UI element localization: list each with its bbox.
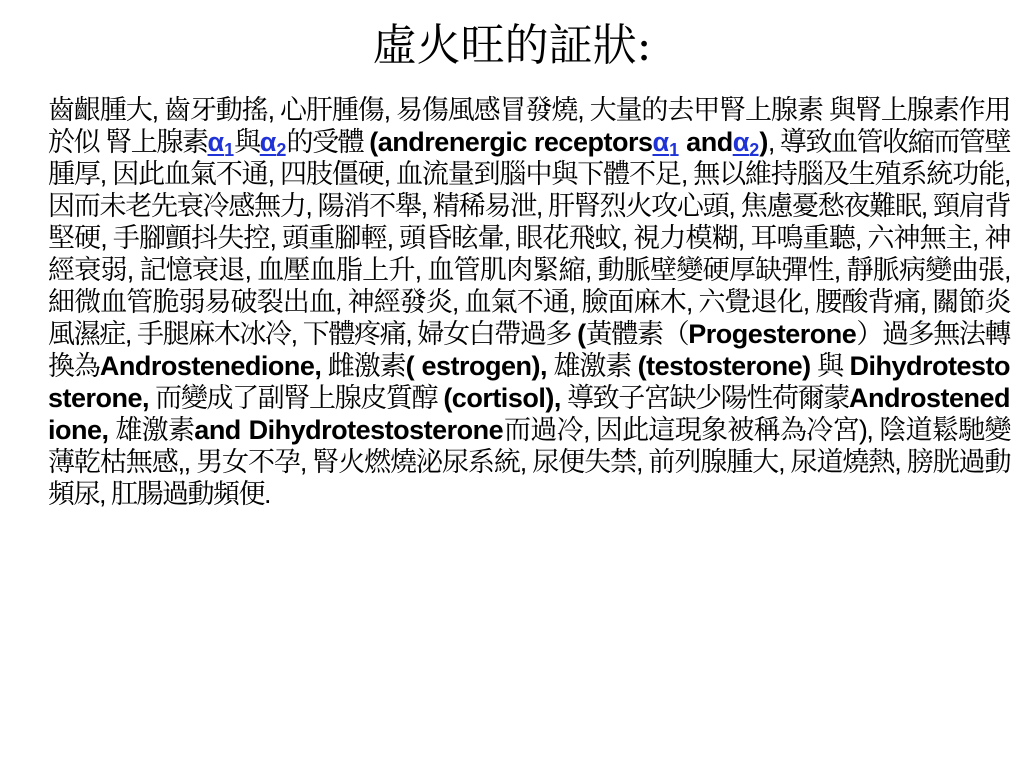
body-segment: 導致子宮缺少陽性荷爾蒙: [560, 383, 849, 413]
body-bold-segment: ( estrogen),: [405, 351, 548, 381]
alpha-subscript: 1: [224, 140, 235, 160]
slide-body-text: [48, 94, 1010, 510]
body-segment: , 導致血管收縮而管壁腫厚, 因此血氣不通, 四肢僵硬, 血流量到腦中與下體不足, 無以維持腦及生殖系統功能, 因而未老先衰冷感無力, 陽消不舉, 精稀易泄, 肝腎烈火攻心頭, 焦慮憂愁夜難眠, 頸肩背堅硬, 手腳顫抖失控, 頭重腳輕, 頭昏眩暈, 眼花飛蚊, 視力模糊, 耳鳴重聽, 六神無主, 神經衰弱, 記憶衰退, 血壓血脂上升, 血管肌肉緊縮, 動脈壁變硬厚缺彈性, 靜脈病變曲張, 細微血管脆弱易破裂出血, 神經發炎, 血氣不通, 臉面麻木, 六覺退化, 腰酸背痛, 關節炎風濕症, 手腿麻木冰冷, 下體疼痛, 婦女白帶過多: [48, 127, 1010, 349]
body-segment: 黃體素（: [585, 319, 689, 349]
alpha-subscript: 1: [669, 140, 680, 160]
body-bold-segment: Androstenedione,: [48, 383, 1010, 445]
alpha-1-link[interactable]: [207, 127, 235, 160]
alpha-1-link[interactable]: [652, 127, 680, 160]
body-segment: 而變成了副腎上腺皮質醇: [149, 383, 444, 413]
body-segment: ）過多無法轉換為: [48, 319, 1011, 381]
body-bold-segment: (cortisol),: [443, 383, 561, 413]
body-bold-segment: (: [577, 319, 586, 349]
alpha-symbol: α: [732, 127, 750, 157]
body-segment: 與: [810, 351, 850, 381]
body-segment: 而過冷, 因此這現象被稱為冷宮), 陰道鬆馳變薄乾枯無感,, 男女不孕, 腎火燃燒泌尿系統, 尿便失禁, 前列腺腫大, 尿道燒熱, 膀胱過動頻尿, 肛腸過動頻便.: [48, 415, 1011, 509]
body-segment: 與: [234, 127, 260, 157]
body-bold-segment: Androstenedione,: [99, 351, 322, 381]
body-bold-segment: Dihydrotestosterone,: [48, 351, 1010, 413]
body-segment: 的受體: [286, 127, 370, 157]
body-bold-segment: and Dihydrotestosterone: [194, 415, 504, 445]
body-bold-segment: ): [759, 127, 768, 157]
body-segment: 雌激素: [321, 351, 406, 381]
alpha-symbol: α: [652, 127, 670, 157]
body-bold-segment: (testosterone): [637, 351, 811, 381]
alpha-subscript: 2: [276, 140, 287, 160]
alpha-symbol: α: [207, 127, 225, 157]
body-segment: 雄激素: [547, 351, 638, 381]
alpha-symbol: α: [259, 127, 277, 157]
alpha-2-link[interactable]: [732, 127, 760, 160]
slide-title: 虛火旺的証狀:: [372, 20, 652, 71]
body-bold-segment: Progesterone: [688, 319, 857, 349]
body-bold-segment: and: [679, 127, 733, 157]
body-segment: 雄激素: [108, 415, 195, 445]
alpha-2-link[interactable]: [259, 127, 287, 160]
body-segment: 齒齦腫大, 齒牙動搖, 心肝腫傷, 易傷風感冒發燒, 大量的去甲腎上腺素 與腎上腺素作用於似 腎上腺素: [48, 95, 1010, 157]
body-bold-segment: (andrenergic receptors: [369, 127, 653, 157]
alpha-subscript: 2: [749, 140, 760, 160]
